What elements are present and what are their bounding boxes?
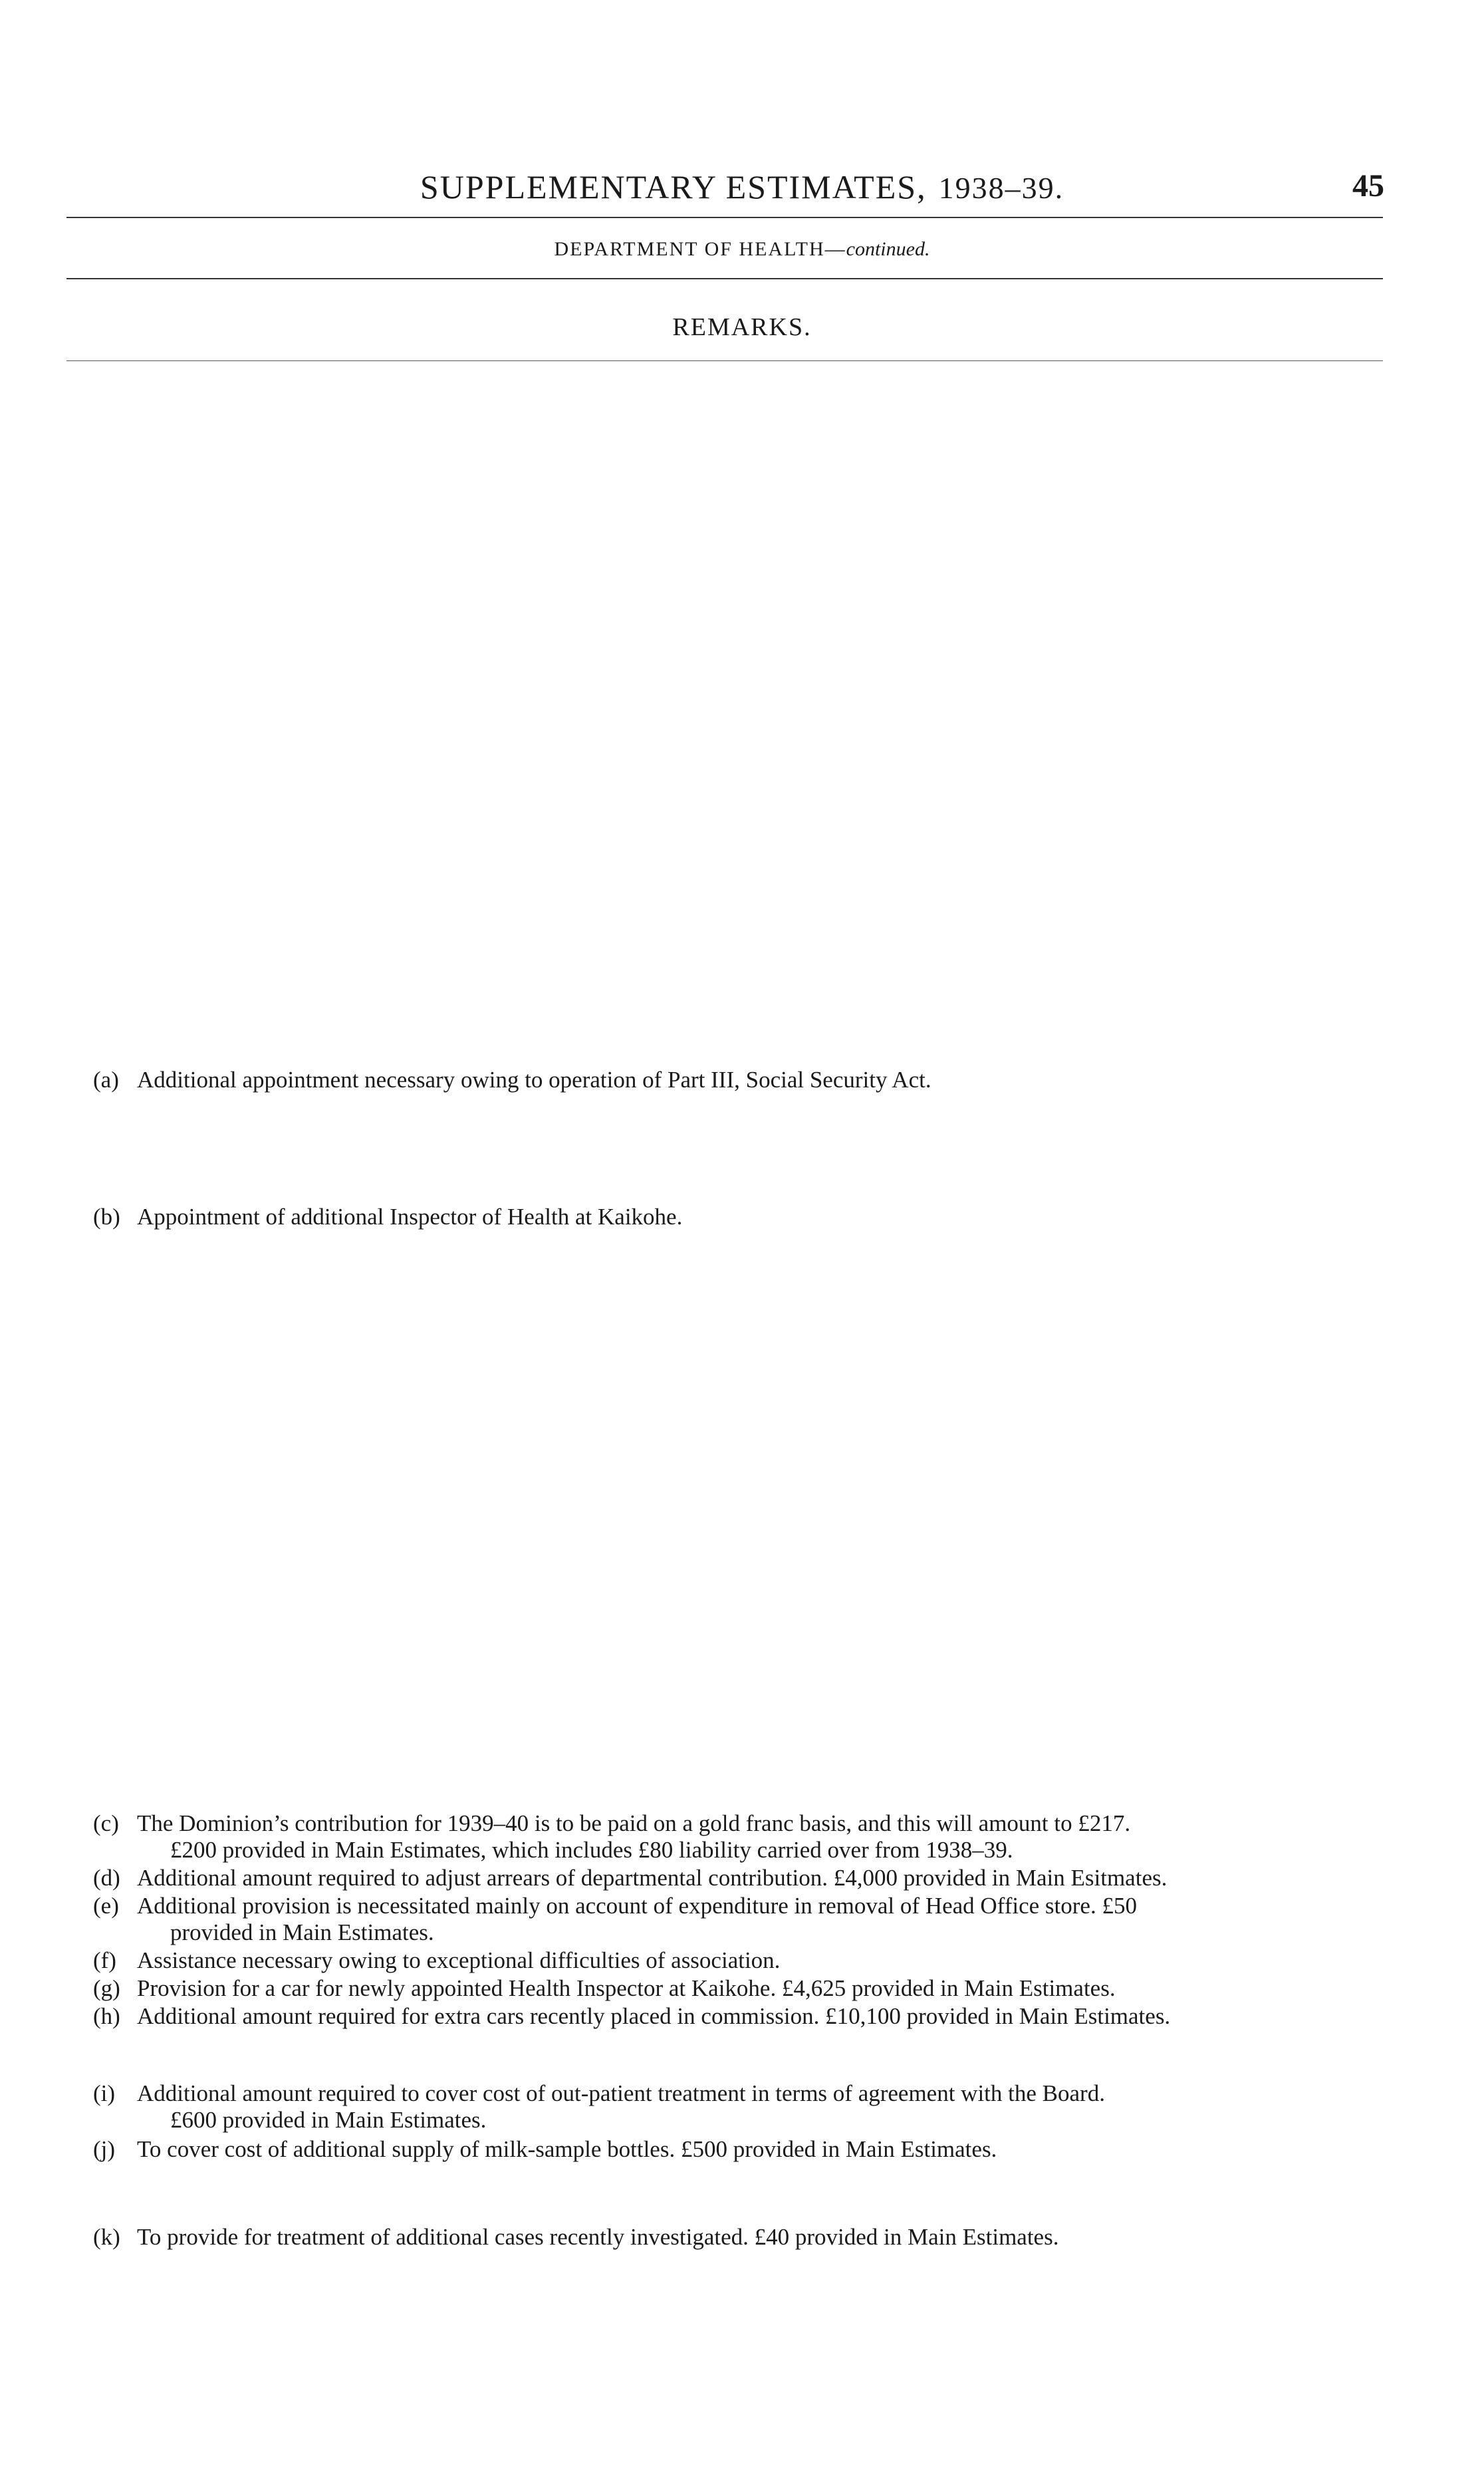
remark-i bbox=[93, 2080, 1370, 2134]
remark-label: (b) bbox=[93, 1204, 120, 1230]
remark-j bbox=[93, 2136, 1370, 2163]
remark-label: (e) bbox=[93, 1893, 119, 1919]
remarks-column-heading: REMARKS. bbox=[672, 313, 812, 341]
header-rule-middle bbox=[66, 278, 1383, 279]
remark-text: Appointment of additional Inspector of Health at Kaikohe. bbox=[137, 1204, 683, 1230]
title-text: SUPPLEMENTARY ESTIMATES, bbox=[420, 168, 927, 206]
remark-label: (j) bbox=[93, 2136, 116, 2162]
remark-text: To cover cost of additional supply of milk-sample bottles. £500 provided in Main Estimates. bbox=[137, 2136, 997, 2162]
remark-e bbox=[93, 1893, 1370, 1946]
remark-text: To provide for treatment of additional cases recently investigated. £40 provided in Main Estimates. bbox=[137, 2224, 1059, 2250]
remark-text: Assistance necessary owing to exceptional difficulties of association. bbox=[137, 1947, 781, 1973]
page-number: 45 bbox=[1352, 168, 1384, 204]
remark-text: Additional amount required to adjust arrears of departmental contribution. £4,000 provided in Main Esitmates. bbox=[137, 1865, 1168, 1891]
remark-text: Additional provision is necessitated mainly on account of expenditure in removal of Head Office store. £50 bbox=[137, 1893, 1137, 1919]
remark-c bbox=[93, 1810, 1370, 1863]
remark-label: (d) bbox=[93, 1865, 120, 1891]
remark-label: (g) bbox=[93, 1975, 120, 2001]
remark-text: Additional appointment necessary owing to operation of Part III, Social Security Act. bbox=[137, 1067, 931, 1093]
remark-b bbox=[93, 1204, 1370, 1230]
remark-text-continued: £600 provided in Main Estimates. bbox=[170, 2107, 487, 2133]
remark-label: (i) bbox=[93, 2080, 116, 2106]
department-suffix: continued. bbox=[846, 238, 930, 260]
remark-text: Additional amount required for extra cars recently placed in commission. £10,100 provided in Main Estimates. bbox=[137, 2003, 1171, 2029]
remark-label: (a) bbox=[93, 1067, 119, 1093]
remark-g bbox=[93, 1975, 1370, 2002]
department-heading bbox=[0, 238, 1484, 261]
department-name: DEPARTMENT OF HEALTH— bbox=[554, 238, 846, 260]
remark-label: (f) bbox=[93, 1947, 116, 1973]
remark-k bbox=[93, 2224, 1370, 2251]
remark-h bbox=[93, 2003, 1370, 2030]
remark-label: (h) bbox=[93, 2003, 120, 2029]
remark-text-continued: provided in Main Estimates. bbox=[170, 1919, 434, 1945]
header-rule-bottom bbox=[66, 360, 1383, 361]
remark-label: (k) bbox=[93, 2224, 120, 2250]
remark-label: (c) bbox=[93, 1810, 119, 1836]
remark-d bbox=[93, 1865, 1370, 1891]
remark-a bbox=[93, 1067, 1370, 1093]
remark-text: Additional amount required to cover cost of out-patient treatment in terms of agreement with the Board. bbox=[137, 2080, 1105, 2106]
remark-text: Provision for a car for newly appointed Health Inspector at Kaikohe. £4,625 provided in Main Estimates. bbox=[137, 1975, 1116, 2001]
remark-text-continued: £200 provided in Main Estimates, which includes £80 liability carried over from 1938–39. bbox=[170, 1837, 1013, 1863]
page-title bbox=[0, 168, 1484, 206]
header-rule-top bbox=[66, 217, 1383, 218]
title-year: 1938–39. bbox=[938, 171, 1064, 205]
remark-f bbox=[93, 1947, 1370, 1974]
remark-text: The Dominion’s contribution for 1939–40 is to be paid on a gold franc basis, and this will amount to £217. bbox=[137, 1810, 1131, 1836]
